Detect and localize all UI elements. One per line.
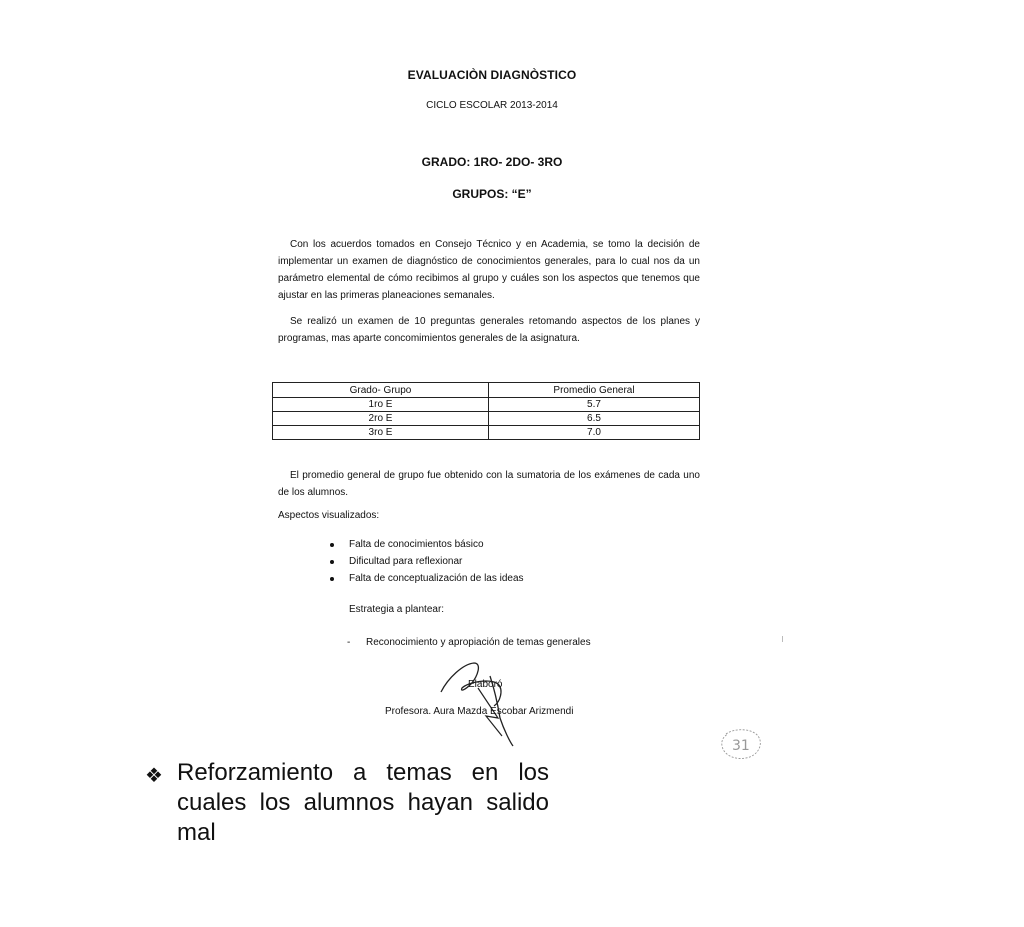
average-paragraph xyxy=(278,467,700,501)
elaboro-label: Elaboró xyxy=(468,679,503,690)
table-row xyxy=(273,398,700,412)
strategy-item xyxy=(347,637,591,648)
table-cell-average: 7.0 xyxy=(489,426,700,440)
strategy-label: Estrategia a plantear: xyxy=(349,604,445,615)
slide-bullet xyxy=(145,758,549,848)
aspects-list xyxy=(330,536,524,587)
list-item xyxy=(330,553,524,570)
bullet-dot-icon xyxy=(330,560,334,564)
average-paragraph-text: El promedio general de grupo fue obtenido con la sumatoria de los exámenes de cada uno de los alumnos. xyxy=(278,470,700,498)
table-cell-group: 2ro E xyxy=(273,412,489,426)
table-cell-group: 3ro E xyxy=(273,426,489,440)
bullet-dot-icon xyxy=(330,577,334,581)
list-item xyxy=(330,536,524,553)
averages-table xyxy=(272,382,700,440)
school-cycle: CICLO ESCOLAR 2013-2014 xyxy=(426,100,558,111)
table-cell-average: 5.7 xyxy=(489,398,700,412)
page-number-stamp xyxy=(718,726,764,762)
bullet-dot-icon xyxy=(330,543,334,547)
list-item xyxy=(330,570,524,587)
aspects-label: Aspectos visualizados: xyxy=(278,510,380,521)
diamond-bullet-icon: ❖ xyxy=(145,763,163,787)
list-item-text: Falta de conocimientos básico xyxy=(349,539,484,550)
table-row xyxy=(273,426,700,440)
slide-bullet-text: Reforzamiento a temas en los cuales los alumnos hayan salido mal xyxy=(177,759,549,846)
groups-heading: GRUPOS: “E” xyxy=(452,187,532,201)
strategy-item-text: Reconocimiento y apropiación de temas generales xyxy=(366,637,591,648)
document-title: EVALUACIÒN DIAGNÒSTICO xyxy=(407,68,577,82)
list-item-text: Falta de conceptualización de las ideas xyxy=(349,573,524,584)
scan-mark xyxy=(782,636,783,642)
grade-heading: GRADO: 1RO- 2DO- 3RO xyxy=(421,155,563,169)
strategy-dash: - xyxy=(347,637,351,648)
exam-paragraph-text: Se realizó un examen de 10 preguntas generales retomando aspectos de los planes y programas, mas aparte concomimientos generales de la asignatura. xyxy=(278,316,700,344)
intro-paragraph-text: Con los acuerdos tomados en Consejo Técnico y en Academia, se tomo la decisión de implementar un examen de diagnóstico de conocimientos generales, para lo cual nos da un parámetro elemental de cómo recibimos al grupo y cuáles son los aspectos que tenemos que ajustar en las primeras planeaciones semanales. xyxy=(278,239,700,301)
table-header-group: Grado- Grupo xyxy=(273,383,489,398)
table-header-row xyxy=(273,383,700,398)
exam-paragraph xyxy=(278,313,700,347)
table-row xyxy=(273,412,700,426)
table-cell-average: 6.5 xyxy=(489,412,700,426)
page-number-text: 31 xyxy=(732,738,750,754)
signer-name: Profesora. Aura Mazda Escobar Arizmendi xyxy=(385,706,574,717)
handwritten-signature-icon xyxy=(438,658,528,748)
table-cell-group: 1ro E xyxy=(273,398,489,412)
table-header-average: Promedio General xyxy=(489,383,700,398)
intro-paragraph xyxy=(278,236,700,304)
list-item-text: Dificultad para reflexionar xyxy=(349,556,463,567)
